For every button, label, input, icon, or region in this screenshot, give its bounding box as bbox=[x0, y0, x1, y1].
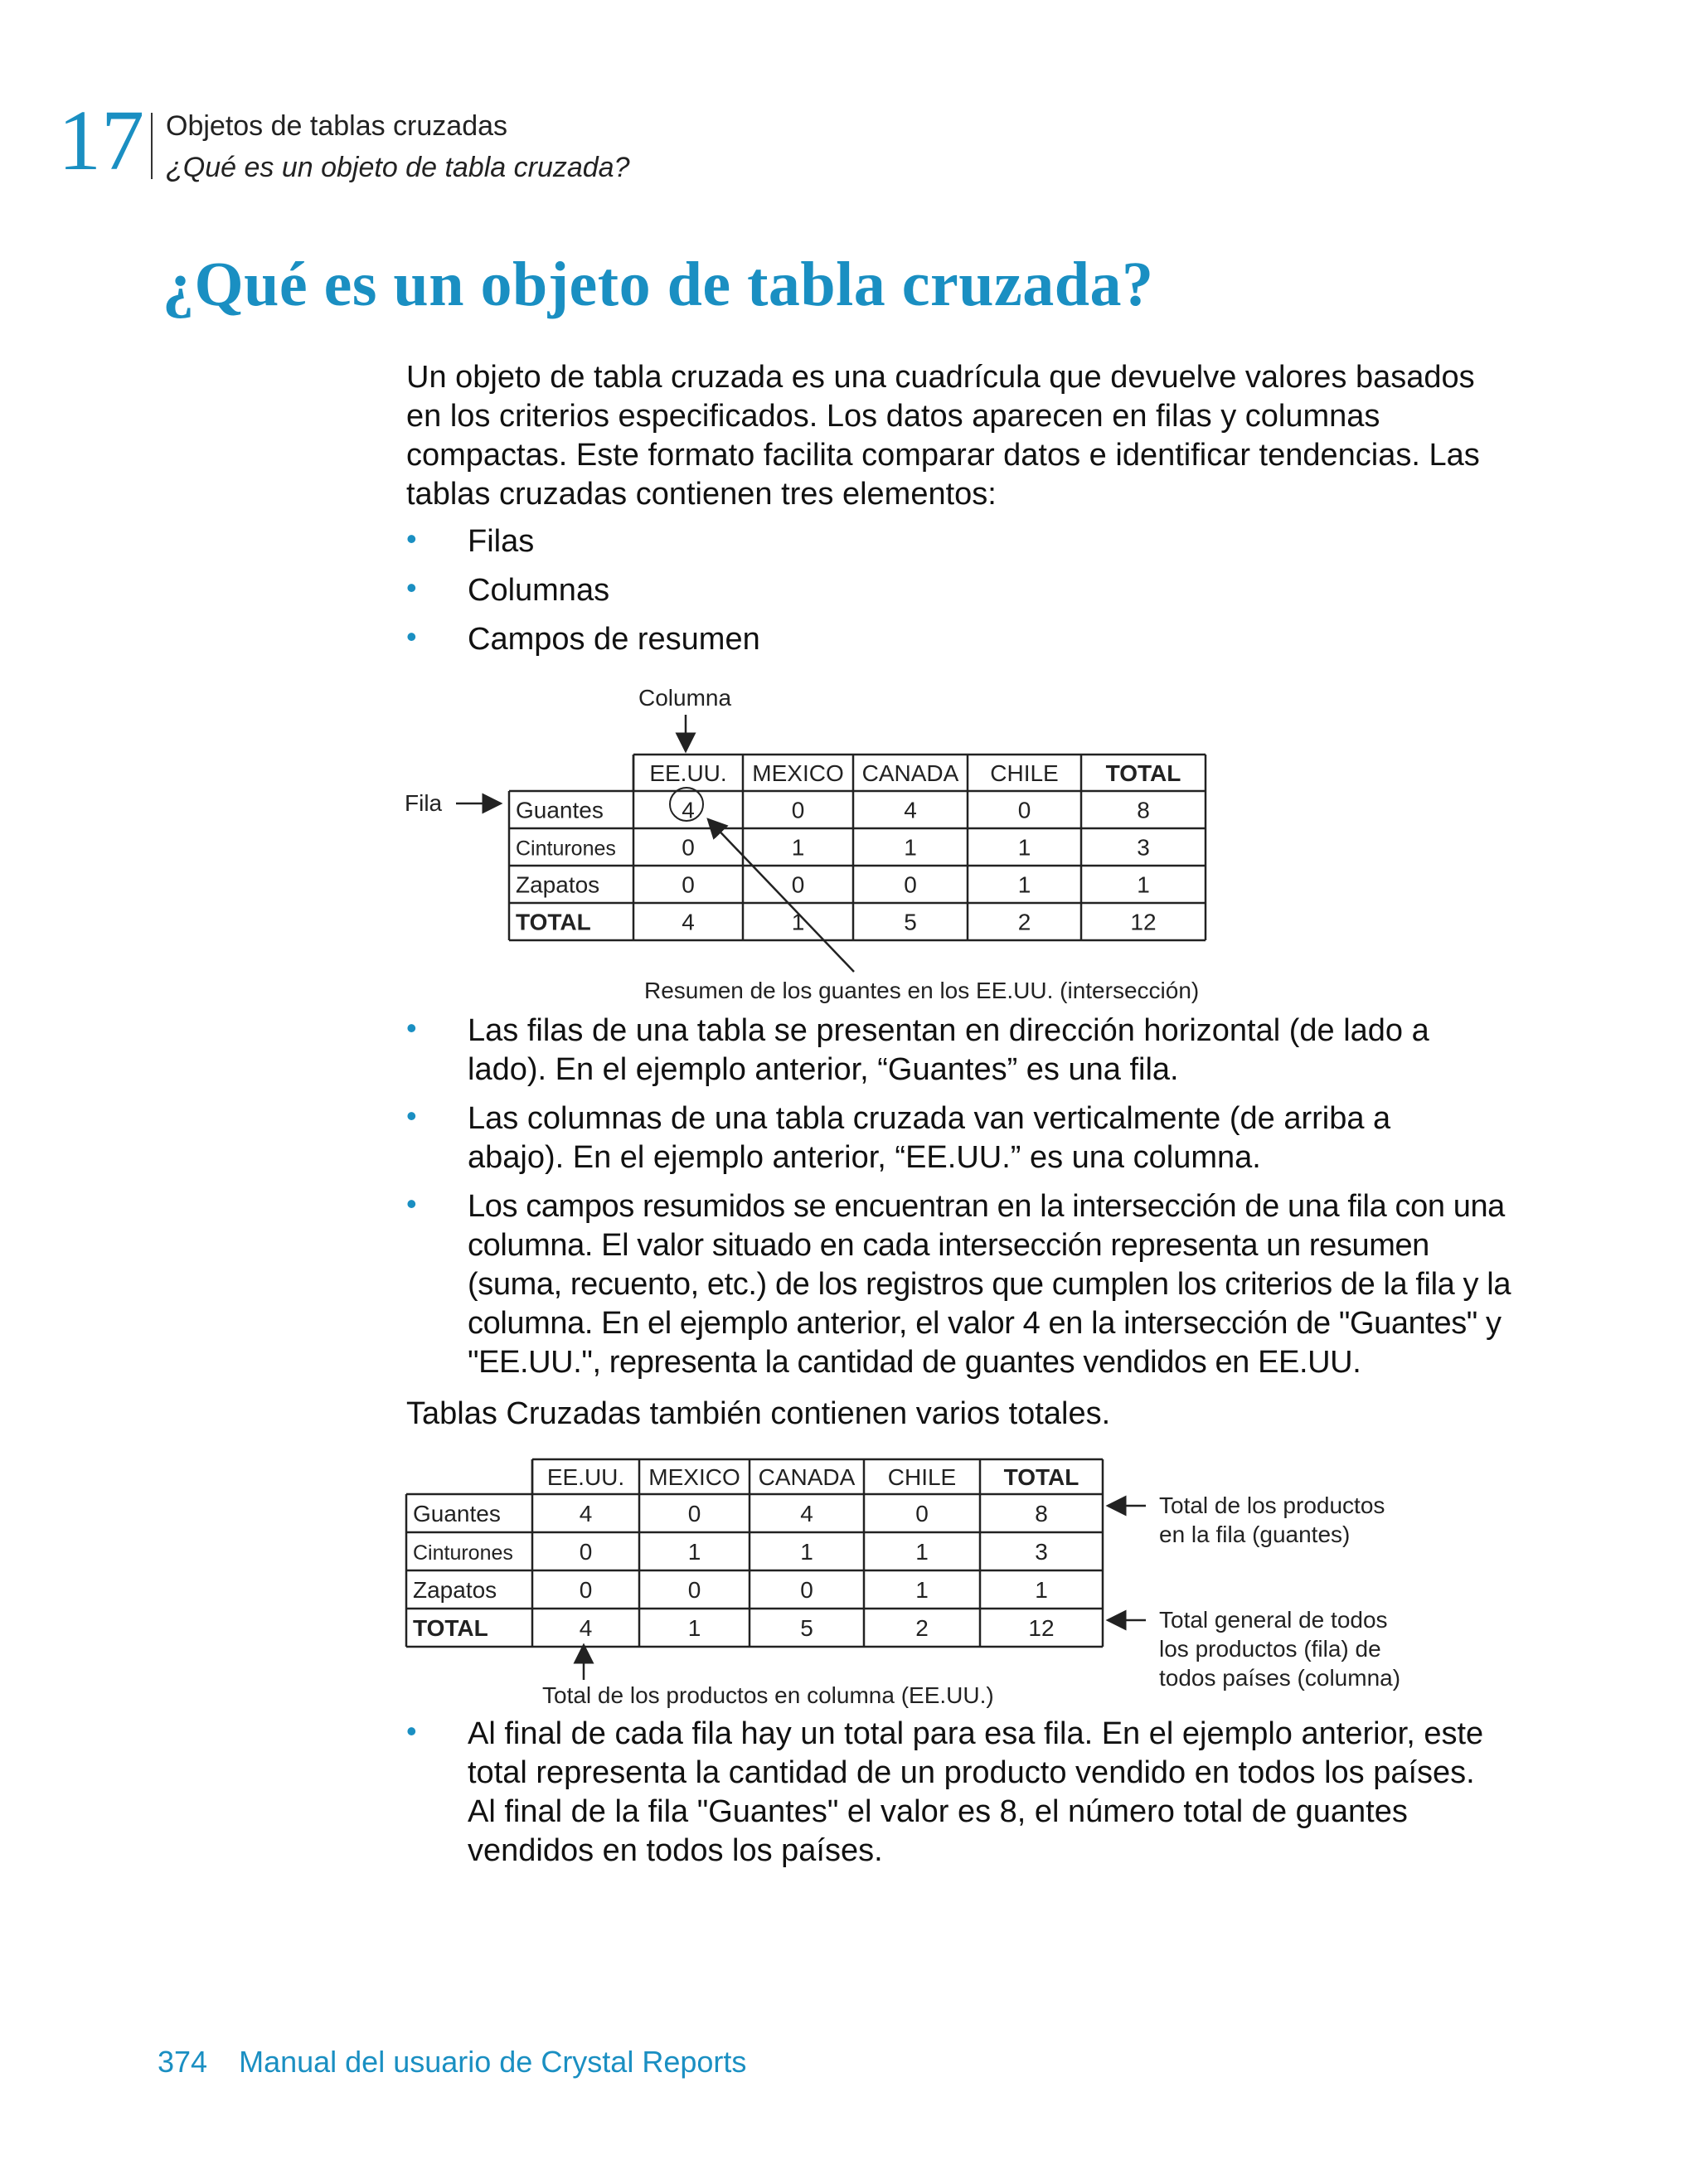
bullet-icon: • bbox=[406, 570, 417, 604]
list-item-line: columna. En el ejemplo anterior, el valor 4 en la intersección de "Guantes" y bbox=[468, 1306, 1502, 1341]
column-header: EE.UU. bbox=[649, 760, 727, 786]
table-cell: 2 bbox=[1017, 909, 1031, 935]
table-cell: 0 bbox=[800, 1577, 813, 1603]
table-cell: 4 bbox=[904, 797, 917, 823]
grand-total-note-line: todos países (columna) bbox=[1159, 1665, 1401, 1691]
intro-line: Un objeto de tabla cruzada es una cuadrícula que devuelve valores basados bbox=[406, 360, 1475, 395]
running-section-title: ¿Qué es un objeto de tabla cruzada? bbox=[166, 152, 630, 183]
list-item-line: Los campos resumidos se encuentran en la intersección de una fila con una bbox=[468, 1189, 1505, 1224]
column-header: TOTAL bbox=[1003, 1464, 1079, 1490]
column-header: CANADA bbox=[758, 1464, 856, 1490]
row-label: Cinturones bbox=[516, 837, 616, 861]
list-item-line: abajo). En el ejemplo anterior, “EE.UU.” es una columna. bbox=[468, 1140, 1261, 1175]
table-cell: 0 bbox=[687, 1577, 701, 1603]
column-header: EE.UU. bbox=[546, 1464, 625, 1490]
list-item-line: Al final de cada fila hay un total para esa fila. En el ejemplo anterior, este bbox=[468, 1716, 1484, 1751]
table-cell: 12 bbox=[1130, 909, 1157, 935]
page-number: 374 bbox=[158, 2045, 208, 2079]
table-cell: 0 bbox=[687, 1501, 701, 1526]
column-header: MEXICO bbox=[648, 1464, 740, 1490]
table-cell: 0 bbox=[682, 871, 695, 898]
intro-line: tablas cruzadas contienen tres elementos: bbox=[406, 477, 997, 512]
summary-callout-label: Resumen de los guantes en los EE.UU. (intersección) bbox=[644, 978, 1200, 1003]
table-cell: 0 bbox=[1017, 797, 1031, 823]
row-total-note-line: en la fila (guantes) bbox=[1159, 1522, 1351, 1547]
running-chapter-title: Objetos de tablas cruzadas bbox=[166, 110, 508, 142]
table-cell: 1 bbox=[1137, 871, 1150, 898]
row-total-note-line: Total de los productos bbox=[1159, 1492, 1385, 1518]
grand-total-note-line: los productos (fila) de bbox=[1159, 1636, 1381, 1662]
column-header: CHILE bbox=[990, 760, 1059, 786]
chapter-number: 17 bbox=[58, 93, 144, 188]
table-cell: 0 bbox=[915, 1501, 929, 1526]
table-cell: 1 bbox=[1017, 834, 1031, 861]
table-cell: 12 bbox=[1028, 1615, 1055, 1641]
table-cell: 1 bbox=[791, 834, 805, 861]
list-item-line: vendidos en todos los países. bbox=[468, 1833, 883, 1868]
intro-line: en los criterios especificados. Los datos aparecen en filas y columnas bbox=[406, 399, 1380, 434]
crosstab-figure-2-svg bbox=[390, 1451, 1426, 1716]
table-cell: 2 bbox=[915, 1615, 929, 1641]
list-item-line: Al final de la fila "Guantes" el valor es 8, el número total de guantes bbox=[468, 1794, 1408, 1829]
column-header: TOTAL bbox=[1105, 760, 1181, 786]
list-item-line: columna. El valor situado en cada intersección representa un resumen bbox=[468, 1228, 1429, 1263]
table-cell: 1 bbox=[915, 1577, 929, 1603]
page-footer bbox=[158, 2045, 746, 2080]
table-cell: 0 bbox=[791, 797, 805, 823]
crosstab-grid bbox=[509, 755, 1206, 940]
list-item-line: "EE.UU.", representa la cantidad de guantes vendidos en EE.UU. bbox=[468, 1345, 1361, 1380]
grand-total-note-line: Total general de todos bbox=[1159, 1607, 1388, 1633]
crosstab-figure-2 bbox=[390, 1451, 1426, 1721]
list-item-line: total representa la cantidad de un producto vendido en todos los países. bbox=[468, 1755, 1475, 1790]
crosstab-grid bbox=[406, 1459, 1103, 1647]
row-label: Zapatos bbox=[413, 1577, 497, 1603]
table-cell: 4 bbox=[682, 909, 695, 935]
bullet-icon: • bbox=[406, 1714, 417, 1748]
manual-title: Manual del usuario de Crystal Reports bbox=[239, 2045, 747, 2079]
row-label: Guantes bbox=[413, 1501, 501, 1526]
crosstab-figure-1-svg bbox=[390, 680, 1252, 1012]
table-cell: 4 bbox=[579, 1615, 593, 1641]
summary-callout-arrow bbox=[708, 819, 854, 972]
column-header: CHILE bbox=[887, 1464, 957, 1490]
table-cell: 0 bbox=[904, 871, 917, 898]
list-item-line: (suma, recuento, etc.) de los registros que cumplen los criterios de la fila y la bbox=[468, 1267, 1511, 1302]
totals-intro: Tablas Cruzadas también contienen varios totales. bbox=[406, 1396, 1111, 1431]
table-cell: 3 bbox=[1137, 834, 1150, 861]
table-cell: 8 bbox=[1137, 797, 1150, 823]
table-cell: 3 bbox=[1035, 1539, 1048, 1565]
list-item-line: Las columnas de una tabla cruzada van verticalmente (de arriba a bbox=[468, 1101, 1391, 1136]
bullet-icon: • bbox=[406, 1011, 417, 1045]
table-cell: 4 bbox=[800, 1501, 813, 1526]
column-header: CANADA bbox=[861, 760, 959, 786]
column-total-note: Total de los productos en columna (EE.UU.) bbox=[542, 1682, 994, 1708]
table-cell: 4 bbox=[579, 1501, 593, 1526]
intro-paragraph bbox=[406, 358, 1501, 514]
bullet-icon: • bbox=[406, 619, 417, 653]
table-cell: 1 bbox=[1017, 871, 1031, 898]
column-header: MEXICO bbox=[752, 760, 844, 786]
table-cell: 8 bbox=[1035, 1501, 1048, 1526]
table-cell: 0 bbox=[682, 834, 695, 861]
table-cell: 1 bbox=[1035, 1577, 1048, 1603]
table-cell: 4 bbox=[682, 797, 695, 823]
row-label: Zapatos bbox=[516, 871, 600, 898]
list-item-text: Campos de resumen bbox=[468, 622, 760, 657]
list-item-text: Columnas bbox=[468, 573, 610, 608]
table-cell: 5 bbox=[800, 1615, 813, 1641]
chapter-divider bbox=[151, 113, 153, 179]
table-cell: 5 bbox=[904, 909, 917, 935]
table-cell: 1 bbox=[687, 1615, 701, 1641]
intro-line: compactas. Este formato facilita comparar datos e identificar tendencias. Las bbox=[406, 438, 1480, 473]
list-item-text: Filas bbox=[468, 524, 535, 559]
row-label: TOTAL bbox=[413, 1615, 488, 1641]
row-label: Cinturones bbox=[413, 1541, 513, 1565]
list-item-line: lado). En el ejemplo anterior, “Guantes” es una fila. bbox=[468, 1052, 1179, 1087]
table-cell: 1 bbox=[904, 834, 917, 861]
table-cell: 1 bbox=[687, 1539, 701, 1565]
table-cell: 0 bbox=[791, 871, 805, 898]
table-cell: 1 bbox=[915, 1539, 929, 1565]
table-cell: 1 bbox=[791, 909, 805, 935]
table-cell: 0 bbox=[579, 1539, 593, 1565]
crosstab-figure-1 bbox=[390, 680, 1252, 1016]
bullet-icon: • bbox=[406, 1099, 417, 1133]
table-cell: 0 bbox=[579, 1577, 593, 1603]
row-callout-label: Fila bbox=[405, 790, 443, 816]
row-label: Guantes bbox=[516, 797, 604, 823]
bullet-icon: • bbox=[406, 1187, 417, 1221]
column-callout-label: Columna bbox=[638, 685, 732, 711]
table-cell: 1 bbox=[800, 1539, 813, 1565]
row-label: TOTAL bbox=[516, 909, 591, 935]
page-title: ¿Qué es un objeto de tabla cruzada? bbox=[163, 250, 1154, 319]
bullet-icon: • bbox=[406, 522, 417, 556]
list-item-line: Las filas de una tabla se presentan en dirección horizontal (de lado a bbox=[468, 1013, 1429, 1048]
